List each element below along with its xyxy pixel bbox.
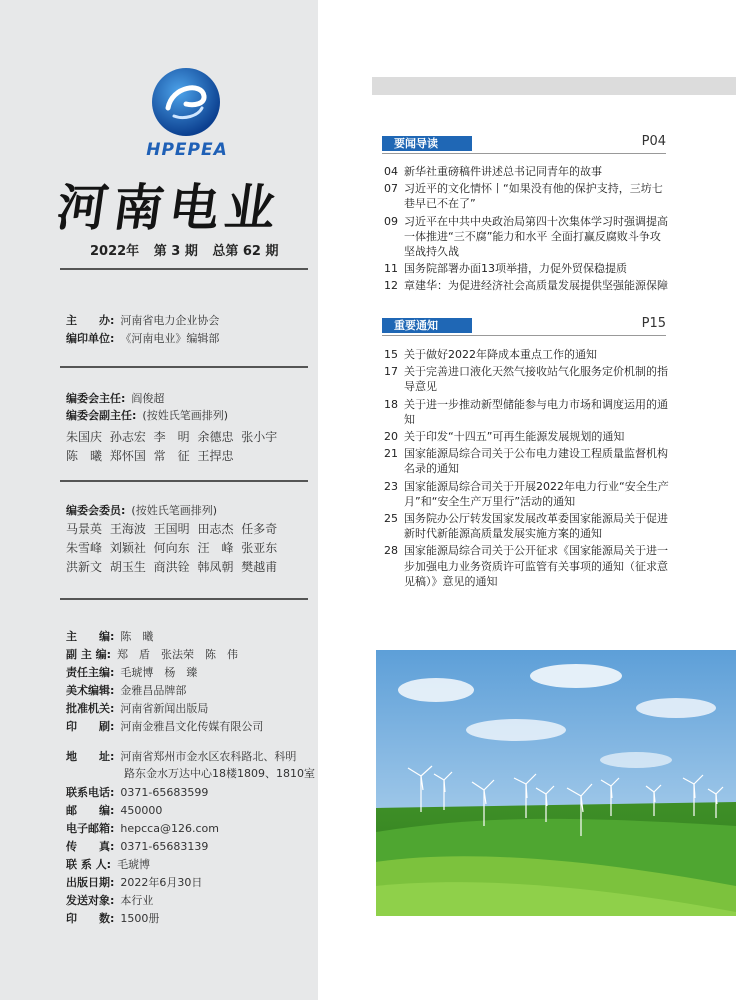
toc-item[interactable]: 18 关于进一步推动新型储能参与电力市场和调度运用的通知 [384, 397, 668, 426]
contact-row: 电子邮箱: hepcca@126.com [66, 822, 219, 835]
toc-item[interactable]: 21 国家能源局综合司关于公布电力建设工程质量监督机构名录的通知 [384, 447, 668, 476]
committee-members-row: 编委会委员: (按姓氏笔画排列) [66, 504, 217, 517]
toc-item[interactable]: 07 习近平的文化情怀丨“如果没有他的保护支持，三坊七巷早已不在了” [384, 182, 663, 211]
address-row: 地 址: 河南省郑州市金水区农科路北、科明 [66, 750, 297, 763]
contact-row: 发送对象: 本行业 [66, 894, 154, 907]
toc-item[interactable]: 17 关于完善进口液化天然气接收站气化服务定价机制的指导意见 [384, 365, 668, 394]
toc-item[interactable]: 09 习近平在中共中央政治局第四十次集体学习时强调提高一体推进“三不腐”能力和水平 全面打赢反腐败斗争攻坚战持久战 [384, 214, 668, 259]
divider [60, 598, 308, 600]
staff-row: 主 编: 陈 曦 [66, 630, 154, 643]
deputy-names: 朱国庆 孙志宏 李 明 余德忠 张小宇 陈 曦 郑怀国 常 征 王捍忠 [66, 430, 278, 463]
issue-year: 2022年 [90, 244, 140, 259]
staff-row: 印 刷: 河南金雅昌文化传媒有限公司 [66, 720, 264, 733]
section-title: 重要通知 [382, 318, 472, 333]
section-rule [382, 335, 666, 336]
contact-row: 出版日期: 2022年6月30日 [66, 876, 203, 889]
toc-item[interactable]: 20 关于印发“十四五”可再生能源发展规划的通知 [384, 430, 625, 444]
staff-row: 批准机关: 河南省新闻出版局 [66, 702, 209, 715]
issue-info [90, 240, 289, 259]
toc-item[interactable]: 12 章建华：为促进经济社会高质量发展提供坚强能源保障 [384, 279, 668, 293]
section-page: P15 [641, 316, 666, 331]
section-page: P04 [641, 134, 666, 149]
toc-news [384, 164, 670, 296]
logo-text: HPEPEA [146, 140, 228, 160]
top-bar [372, 77, 736, 95]
section-title: 要闻导读 [382, 136, 472, 151]
member-names: 马景英 王海波 王国明 田志杰 任多奇 朱雪峰 刘颖社 何向东 汪 峰 张亚东 洪新文 胡玉生 商洪铨 韩凤朝 樊越甫 [66, 522, 278, 574]
section-header-news [382, 136, 666, 151]
toc-item[interactable]: 04 新华社重磅稿件讲述总书记同青年的故事 [384, 165, 602, 178]
magazine-title: 河南电业 [53, 178, 286, 237]
section-rule [382, 153, 666, 154]
toc-item[interactable]: 23 国家能源局综合司关于开展2022年电力行业“安全生产月”和“安全生产万里行”活动的通知 [384, 479, 669, 508]
toc-item[interactable]: 11 国务院部署办面13项举措，力促外贸保稳提质 [384, 262, 627, 276]
wind-farm-photo [376, 650, 736, 916]
contact-row: 联 系 人: 毛琥博 [66, 858, 151, 871]
issue-total: 总第 62 期 [212, 244, 279, 259]
staff-row: 责任主编: 毛琥博 杨 臻 [66, 666, 198, 679]
committee-director-row: 编委会主任: 阎俊超 [66, 392, 165, 405]
staff-row: 副 主 编: 郑 盾 张法荣 陈 伟 [66, 648, 239, 661]
contact-row: 传 真: 0371-65683139 [66, 840, 209, 853]
contact-row: 邮 编: 450000 [66, 804, 163, 817]
staff-row: 美术编辑: 金雅昌品牌部 [66, 684, 187, 697]
divider [60, 480, 308, 482]
hpepea-logo-icon [150, 66, 222, 138]
contact-row: 联系电话: 0371-65683599 [66, 786, 209, 799]
toc-item[interactable]: 15 关于做好2022年降成本重点工作的通知 [384, 348, 597, 361]
toc-notices [384, 347, 670, 591]
divider [60, 268, 308, 270]
contact-row: 印 数: 1500册 [66, 912, 160, 925]
committee-deputy-row: 编委会副主任: (按姓氏笔画排列) [66, 409, 228, 422]
issue-number: 第 3 期 [153, 244, 198, 259]
editor-unit-row: 编印单位: 《河南电业》编辑部 [66, 332, 220, 345]
toc-item[interactable]: 25 国务院办公厅转发国家发展改革委国家能源局关于促进新时代新能源高质量发展实施方案的通知 [384, 512, 668, 541]
address-line2: 路东金水万达中心18楼1809、1810室 [124, 767, 315, 780]
toc-item[interactable]: 28 国家能源局综合司关于公开征求《国家能源局关于进一步加强电力业务资质许可监管有关事项的通知（征求意见稿）》意见的通知 [384, 544, 668, 588]
masthead-panel [0, 0, 318, 1000]
divider [60, 366, 308, 368]
sponsor-row: 主 办: 河南省电力企业协会 [66, 314, 220, 327]
section-header-notices [382, 318, 666, 333]
